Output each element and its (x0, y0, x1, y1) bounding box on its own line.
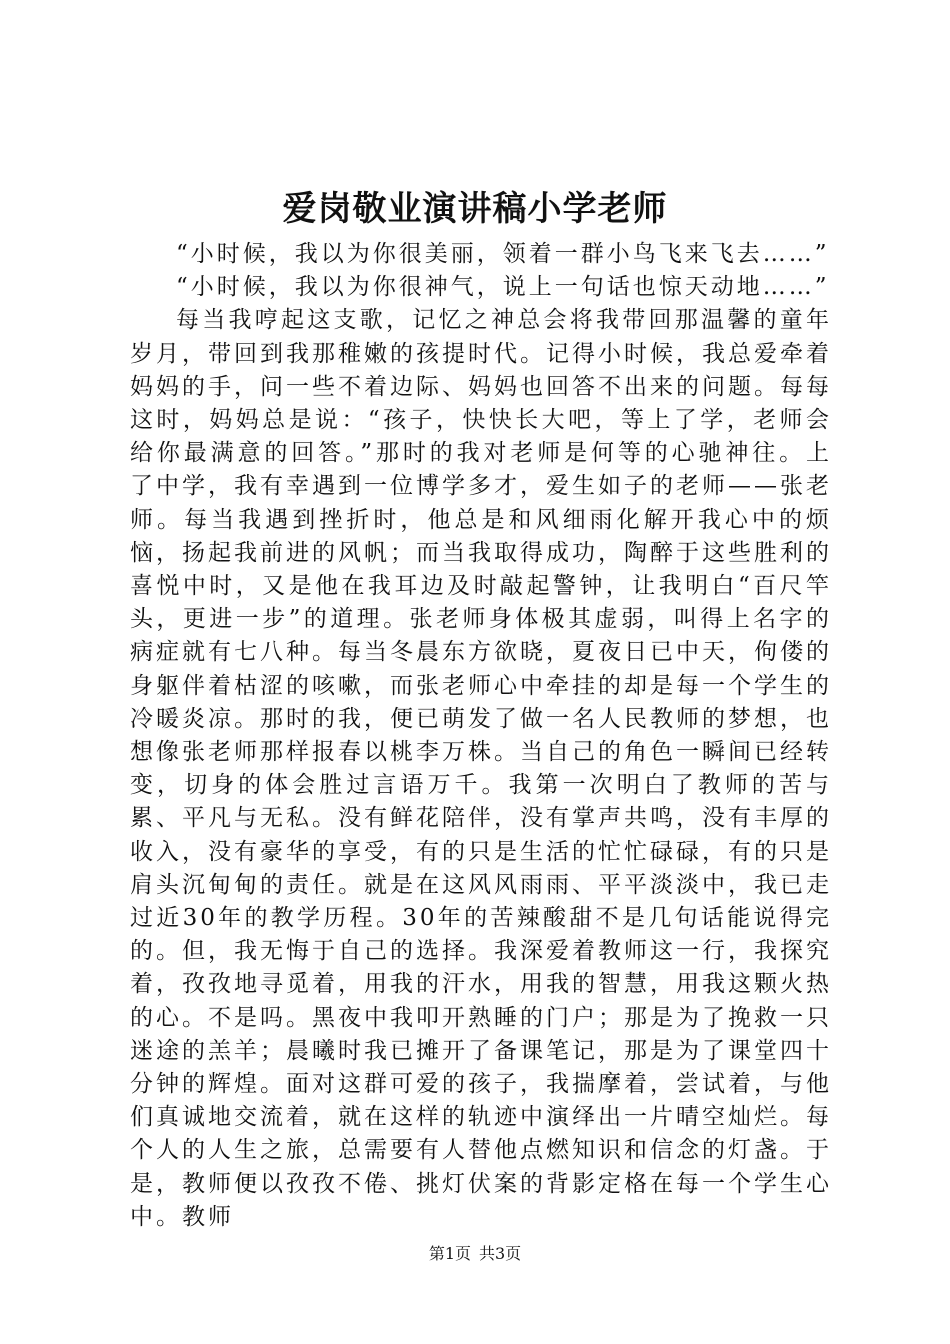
body-paragraph: 每当我哼起这支歌，记忆之神总会将我带回那温馨的童年岁月，带回到我那稚嫩的孩提时代。记得小时候，我总爱牵着妈妈的手，问一些不着边际、妈妈也回答不出来的问题。每每这时，妈妈总是说：“孩子，快快长大吧，等上了学，老师会给你最满意的回答。”那时的我对老师是何等的心驰神往。上了中学，我有幸遇到一位博学多才，爱生如子的老师——张老师。每当我遇到挫折时，他总是和风细雨化解开我心中的烦恼，扬起我前进的风帆；而当我取得成功，陶醉于这些胜利的喜悦中时，又是他在我耳边及时敲起警钟，让我明白“百尺竿头，更进一步”的道理。张老师身体极其虚弱，叫得上名字的病症就有七八种。每当冬晨东方欲晓，夏夜日已中天，佝偻的身躯伴着枯涩的咳嗽，而张老师心中牵挂的却是每一个学生的冷暖炎凉。那时的我，便已萌发了做一名人民教师的梦想，也想像张老师那样报春以桃李万株。当自己的角色一瞬间已经转变，切身的体会胜过言语万千。我第一次明白了教师的苦与累、平凡与无私。没有鲜花陪伴，没有掌声共鸣，没有丰厚的收入，没有豪华的享受，有的只是生活的忙忙碌碌，有的只是肩头沉甸甸的责任。就是在这风风雨雨、平平淡淡中，我已走过近30年的教学历程。30年的苦辣酸甜不是几句话能说得完的。但，我无悔于自己的选择。我深爱着教师这一行，我探究着，孜孜地寻觅着，用我的汗水，用我的智慧，用我这颗火热的心。不是吗。黑夜中我叩开熟睡的门户；那是为了挽救一只迷途的羔羊；晨曦时我已摊开了备课笔记，那是为了课堂四十分钟的辉煌。面对这群可爱的孩子，我揣摩着，尝试着，与他们真诚地交流着，就在这样的轨迹中演绎出一片晴空灿烂。每个人的人生之旅，总需要有人替他点燃知识和信念的灯盏。于是，教师便以孜孜不倦、挑灯伏案的背影定格在每一个学生心中。教师 (130, 307, 832, 1230)
page-footer (0, 1242, 950, 1266)
document-body (130, 238, 832, 1234)
document-title: 爱岗敬业演讲稿小学老师 (282, 189, 668, 229)
page-total: 共3页 (479, 1244, 522, 1263)
lyric-line-1: “小时候，我以为你很美丽，领着一群小鸟飞来飞去……” (176, 241, 830, 267)
page-number: 第1页 (428, 1244, 471, 1263)
lyric-line-2: “小时候，我以为你很神气，说上一句话也惊天动地……” (176, 274, 830, 301)
